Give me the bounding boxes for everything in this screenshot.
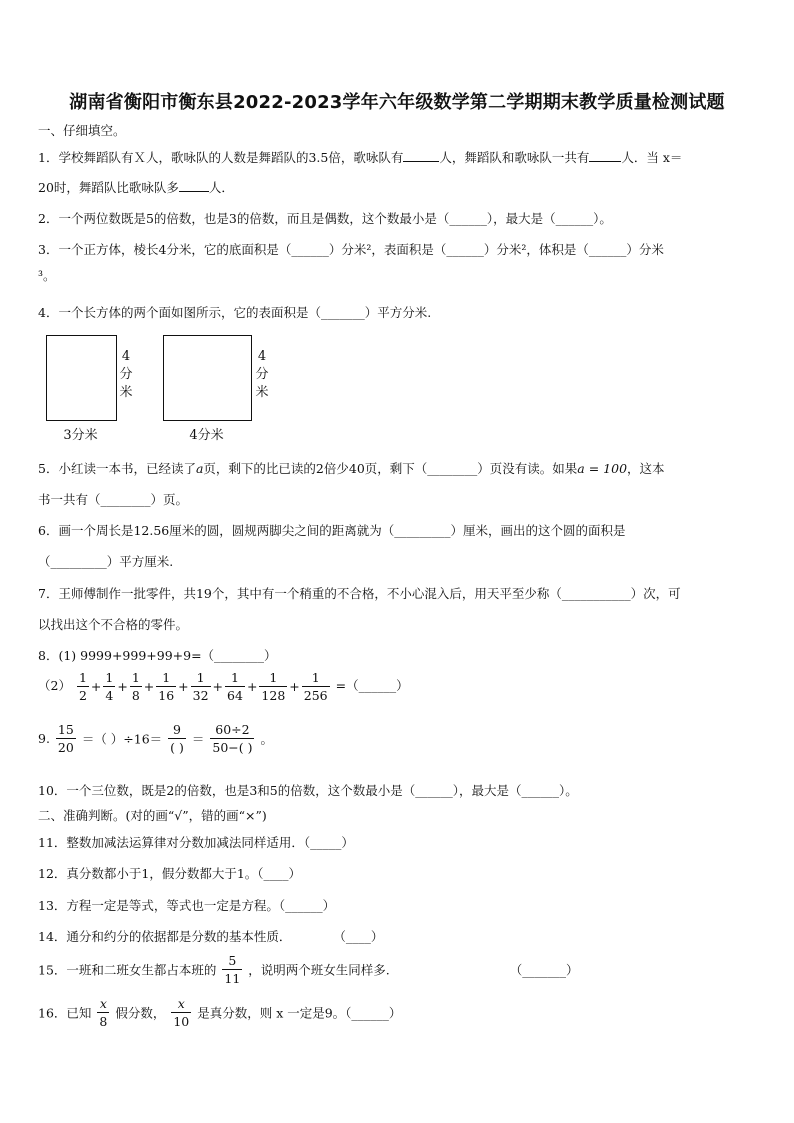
fraction-term: $\frac{1}{8}$: [131, 670, 140, 703]
question-3: 3．一个正方体，棱长4分米，它的底面积是（______）分米²，表面积是（______）分米²，体积是（______）分米: [38, 242, 664, 257]
fraction-60-div-2: $\frac{60\div 2}{50-( )}$: [212, 722, 253, 755]
question-8-part1: 8．(1) 9999+999+99+9=（________）: [38, 648, 277, 663]
face-rectangle-left: [46, 335, 117, 421]
plus-sign: +: [90, 679, 102, 694]
left-bottom-label: 3分米: [63, 428, 98, 443]
fraction-term: $\frac{1}{4}$: [105, 670, 114, 703]
question-7-cont: 以找出这个不合格的零件。: [38, 617, 189, 632]
fraction-term: $\frac{1}{32}$: [192, 670, 209, 703]
right-bottom-label: 4分米: [189, 428, 224, 443]
question-12: 12．真分数都小于1，假分数都大于1。（____）: [38, 866, 302, 881]
question-14: 14．通分和约分的依据都是分数的基本性质． （____）: [38, 929, 384, 944]
question-16: 16．已知 $\frac{x}{8}$ 假分数， $\frac{x}{10}$ 是真分数，则 x 一定是9。（______）: [38, 996, 402, 1029]
question-1: 1．学校舞蹈队有Ｘ人，歌咏队的人数是舞蹈队的3.5倍，歌咏队有 人，舞蹈队和歌咏队一共有 人．当 x＝: [38, 150, 683, 165]
fraction-term: $\frac{1}{64}$: [227, 670, 243, 703]
page-title: 湖南省衡阳市衡东县2022-2023学年六年级数学第二学期期末教学质量检测试题: [69, 92, 725, 113]
plus-sign: +: [246, 679, 258, 694]
question-6-cont: （_________）平方厘米.: [38, 554, 174, 569]
question-2: 2．一个两位数既是5的倍数，也是3的倍数，而且是偶数，这个数最小是（______），最大是（______）。: [38, 211, 612, 226]
fraction-term: $\frac{1}{2}$: [78, 670, 87, 703]
plus-sign: +: [143, 679, 155, 694]
fraction-15-20: $\frac{15}{20}$: [57, 722, 74, 755]
plus-sign: +: [289, 679, 300, 694]
question-5-cont: 书一共有（________）页。: [38, 492, 189, 507]
fraction-term: $\frac{1}{256}$: [303, 670, 328, 703]
fraction-term: $\frac{1}{128}$: [261, 670, 286, 703]
question-6: 6．画一个周长是12.56厘米的圆，圆规两脚尖之间的距离就为（_________）厘米，画出的这个圆的面积是: [38, 523, 626, 538]
right-side-label: 4 分 米: [255, 349, 269, 400]
question-7: 7．王师傅制作一批零件，共19个，其中有一个稍重的不合格，不小心混入后，用天平至少称（___________）次，可: [38, 586, 681, 601]
plus-sign: +: [212, 679, 224, 694]
question-15: 15．一班和二班女生都占本班的 $\frac{5}{11}$ ，说明两个班女生同样多. （_______）: [38, 953, 579, 986]
fraction-x-10: $\frac{x}{10}$: [173, 996, 190, 1029]
question-4: 4．一个长方体的两个面如图所示，它的表面积是（_______）平方分米.: [38, 305, 432, 320]
answer-blank[interactable]: [589, 149, 621, 162]
question-11: 11．整数加减法运算律对分数加减法同样适用．（_____）: [38, 835, 354, 850]
question-10: 10．一个三位数，既是2的倍数，也是3和5的倍数，这个数最小是（______），最大是（______）。: [38, 783, 578, 798]
answer-blank[interactable]: [403, 149, 439, 162]
plus-sign: +: [117, 679, 128, 694]
question-1-cont: 20时，舞蹈队比歌咏队多 人．: [38, 180, 234, 195]
section-heading-judge: 二、准确判断。(对的画“√”，错的画“×”): [38, 808, 267, 823]
answer-blank[interactable]: [179, 179, 209, 192]
fraction-9-blank: $\frac{9}{( )}$: [170, 722, 184, 755]
plus-sign: +: [178, 679, 189, 694]
left-side-label: 4 分 米: [119, 349, 133, 400]
question-13: 13．方程一定是等式，等式也一定是方程。（______）: [38, 898, 336, 913]
fraction-x-8: $\frac{x}{8}$: [99, 996, 108, 1029]
question-5: 5．小红读一本书，已经读了a页，剩下的比已读的2倍少40页，剩下（________）页没有读。如果a = 100，这本: [38, 461, 665, 476]
fraction-5-11: $\frac{5}{11}$: [224, 953, 241, 986]
face-rectangle-right: [163, 335, 252, 421]
fraction-term: $\frac{1}{16}$: [158, 670, 175, 703]
question-8-part2: （2） $\frac{1}{2}$ + $\frac{1}{4}$ + $\frac{1}{8}$ + $\frac{1}{16}$ + $\frac{1}{32}$ + $\frac{1}{64}$ + $\frac{1}{128}$ + $\frac{1}{256}$ =（______）: [38, 670, 409, 703]
section-heading-fill-in: 一、仔细填空。: [38, 123, 126, 138]
question-9: 9. $\frac{15}{20}$ ＝（ ）÷16＝ $\frac{9}{( )}$ ＝ $\frac{60\div 2}{50-( )}$ 。: [38, 722, 273, 755]
question-3-cont: ³。: [38, 268, 56, 283]
